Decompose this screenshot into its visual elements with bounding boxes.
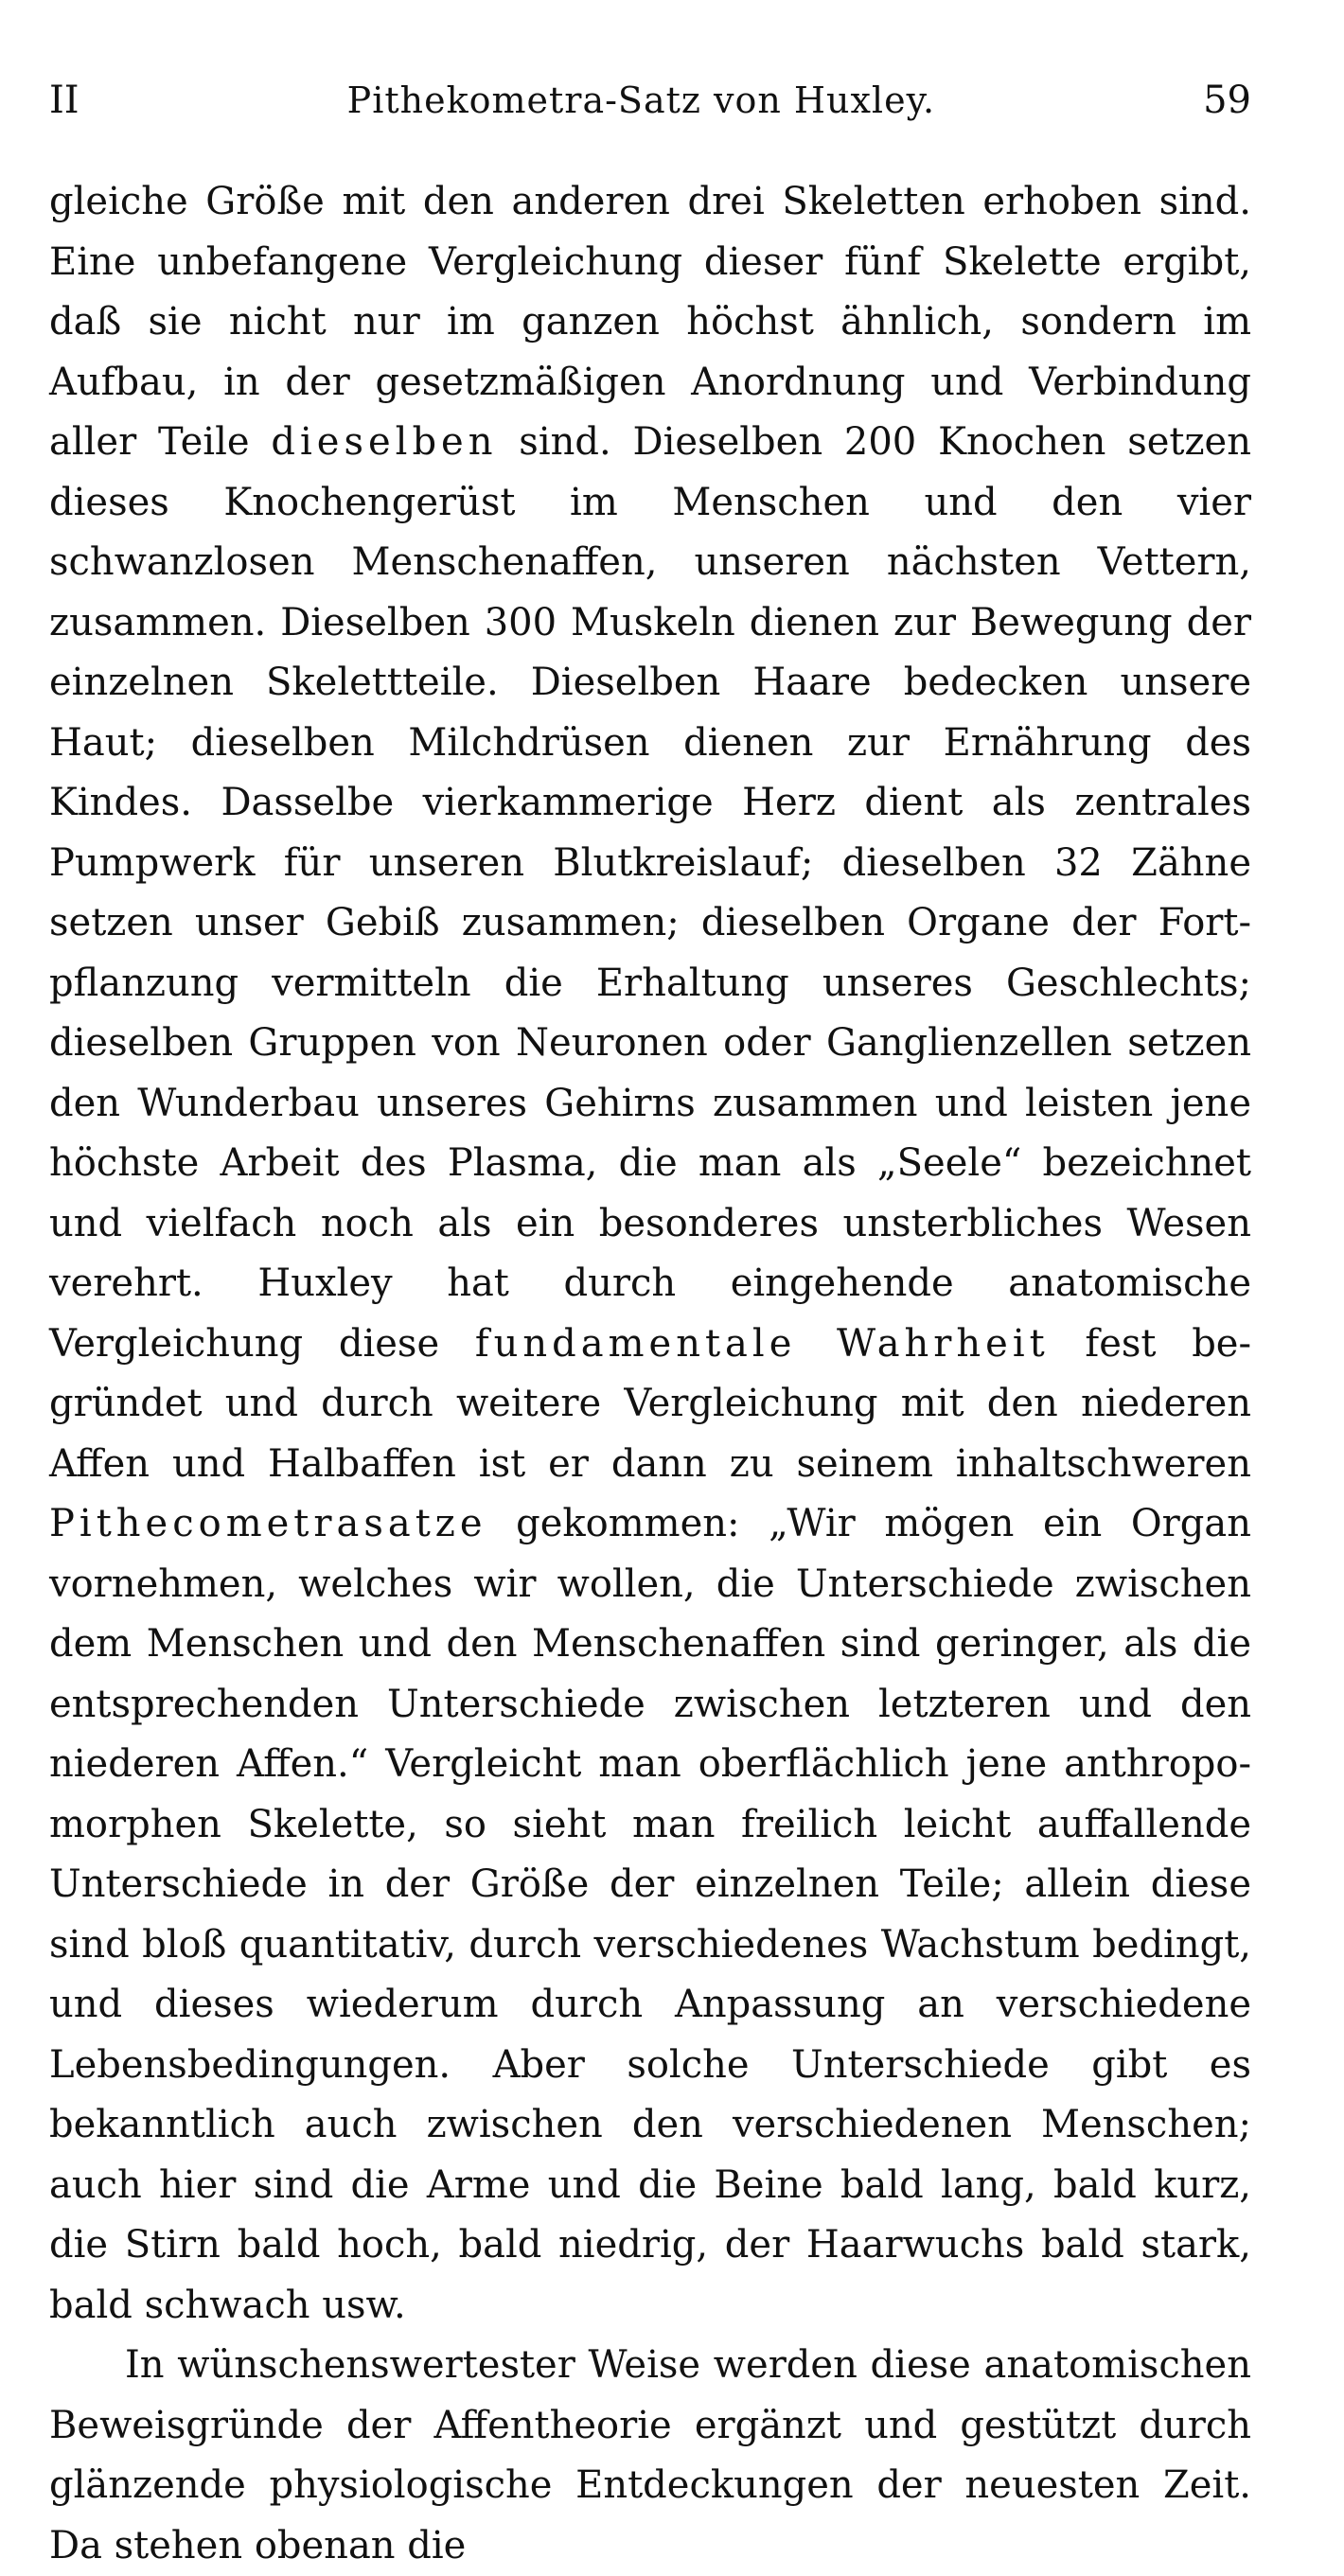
spaced-emphasis: dieselben	[271, 420, 498, 464]
text-segment: gekommen: „Wir mögen ein Organ vornehmen, welches wir wollen, die Unterschiede zwischen dem Menschen und den Menschenaffen sind geringer, als die entsprechenden Unterschiede zwischen letzteren und den niederen Affen.“ Vergleicht man oberflächlich jene anthropomorphen Skelette, so sieht man freilich leicht auffallende Unterschiede in der Größe der einzelnen Teile; allein diese sind bloß quantitativ, durch verschiedenes Wachstum bedingt, und dieses wiederum durch Anpassung an verschiedene Lebensbedingungen. Aber solche Unterschiede gibt es bekanntlich auch zwischen den verschiedenen Menschen; auch hier sind die Arme und die Beine bald lang, bald kurz, die Stirn bald hoch, bald niedrig, der Haarwuchs bald stark, bald schwach usw.	[49, 1502, 1251, 2327]
spaced-emphasis: fundamentale Wahrheit	[474, 1321, 1050, 1366]
text-segment: sind. Dieselben 200 Knochen setzen dieses Knochengerüst im Menschen und den vier schwanzlosen Menschenaffen, unseren nächsten Vettern, zusammen. Dieselben 300 Muskeln dienen zur Bewegung der einzelnen Skelettteile. Dieselben Haare bedecken unsere Haut; dieselben Milchdrüsen dienen zur Ernährung des Kindes. Dasselbe vierkammerige Herz dient als zentrales Pumpwerk für unseren Blutkreislauf; dieselben 32 Zähne setzen unser Gebiß zusammen; dieselben Organe der Fortpflanzung vermitteln die Erhaltung unseres Geschlechts; dieselben Gruppen von Neuronen oder Ganglienzellen setzen den Wunderbau unseres Gehirns zusammen und leisten jene höchste Arbeit des Plasma, die man als „Seele“ bezeichnet und vielfach noch als ein besonderes unsterbliches Wesen verehrt. Huxley hat durch eingehende anatomische Vergleichung diese	[49, 420, 1251, 1366]
paragraph-2	[49, 2336, 1251, 2576]
spaced-emphasis: Pithecometrasatze	[49, 1502, 487, 1545]
page-header	[49, 74, 1251, 127]
page-number: 59	[1203, 79, 1251, 122]
text-segment: gleiche Größe mit den anderen drei Skeletten erhoben sind. Eine unbefangene Vergleichung dieser fünf Skelette ergibt, daß sie nicht nur im ganzen höchst ähnlich, sondern im Aufbau, in der gesetzmäßigen Anordnung und Verbindung aller Teile	[49, 180, 1251, 464]
text-segment: In wünschenswertester Weise werden diese anatomischen Beweisgründe der Affentheorie ergänzt und gestützt durch glänzende physiologische Entdeckungen der neuesten Zeit. Da stehen obenan die	[49, 2343, 1251, 2567]
chapter-number: II	[49, 79, 80, 122]
paragraph-1	[49, 172, 1251, 2336]
text-segment: fest begründet und durch weitere Vergleichung mit den niederen Affen und Halbaffen ist er dann zu seinem inhaltschweren	[49, 1321, 1251, 1486]
running-title: Pithekometra-Satz von Huxley.	[346, 79, 936, 121]
body-text	[49, 172, 1251, 2576]
